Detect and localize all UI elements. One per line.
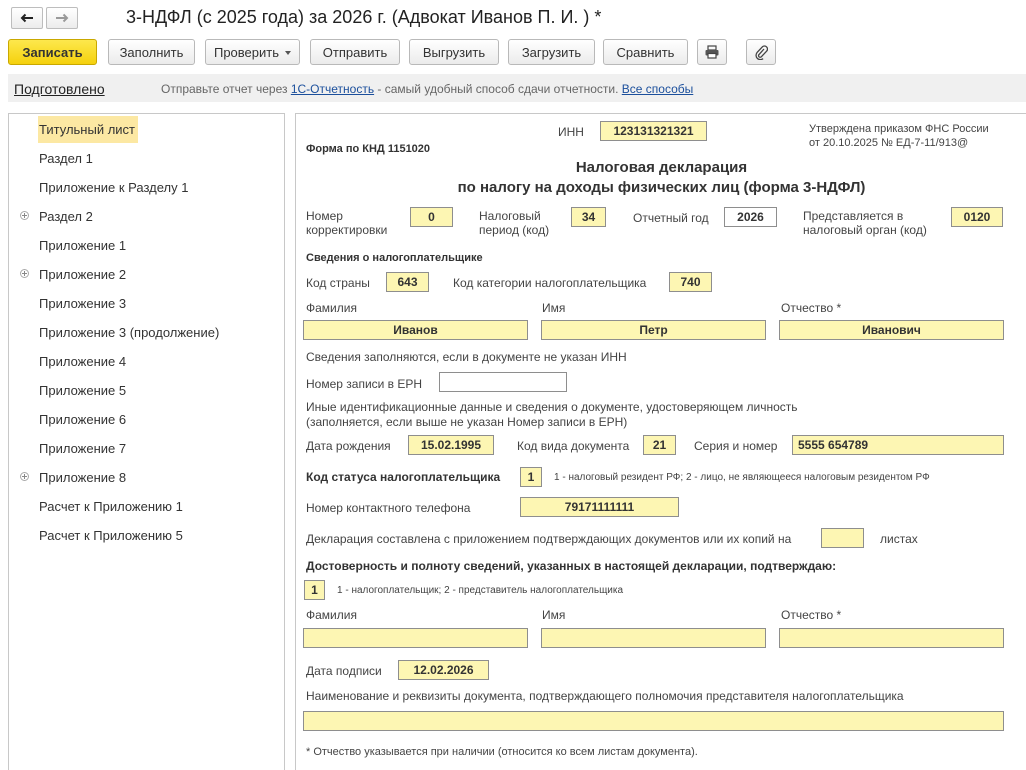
- sidebar-item[interactable]: Приложение 6: [39, 412, 127, 427]
- printer-icon: [704, 45, 720, 59]
- authority-label-1: Представляется в: [803, 209, 904, 223]
- forward-button[interactable]: [46, 7, 78, 29]
- rep-patronymic-label: Отчество *: [781, 608, 842, 622]
- knd-label: Форма по КНД 1151020: [306, 143, 431, 155]
- authority-doc-field[interactable]: [303, 711, 1004, 731]
- print-button[interactable]: [697, 39, 727, 65]
- correction-label-1: Номер: [306, 209, 343, 223]
- export-button[interactable]: Выгрузить: [409, 39, 499, 65]
- fill-button[interactable]: Заполнить: [108, 39, 195, 65]
- sidebar-item[interactable]: Раздел 1: [39, 151, 93, 166]
- ern-label: Номер записи в ЕРН: [306, 377, 423, 391]
- attach-button[interactable]: [746, 39, 776, 65]
- sidebar-item[interactable]: Титульный лист: [38, 116, 138, 143]
- surname-label: Фамилия: [306, 301, 357, 315]
- sidebar-item[interactable]: Раздел 2: [39, 209, 93, 224]
- correction-label-2: корректировки: [306, 223, 388, 237]
- correction-field[interactable]: 0: [410, 207, 453, 227]
- birth-label: Дата рождения: [306, 439, 391, 453]
- back-button[interactable]: [11, 7, 43, 29]
- phone-field[interactable]: 79171111111: [520, 497, 679, 517]
- rep-surname-label: Фамилия: [306, 608, 357, 622]
- sign-date-label: Дата подписи: [306, 664, 382, 678]
- save-button[interactable]: Записать: [8, 39, 97, 65]
- birth-field[interactable]: 15.02.1995: [408, 435, 494, 455]
- sidebar-item[interactable]: Приложение 4: [39, 354, 127, 369]
- year-field[interactable]: 2026: [724, 207, 777, 227]
- sidebar-item[interactable]: Приложение 3 (продолжение): [39, 325, 220, 340]
- send-button[interactable]: Отправить: [310, 39, 400, 65]
- approved-line-2: от 20.10.2025 № ЕД-7-11/913@: [809, 137, 969, 149]
- inn-label: ИНН: [558, 125, 584, 139]
- rep-surname-field[interactable]: [303, 628, 528, 648]
- sign-date-field[interactable]: 12.02.2026: [398, 660, 489, 680]
- expand-icon[interactable]: [20, 269, 29, 278]
- pages-label: Декларация составлена с приложением подтверждающих документов или их копий на: [306, 532, 792, 546]
- year-label: Отчетный год: [633, 211, 709, 225]
- window-title: 3-НДФЛ (с 2025 года) за 2026 г. (Адвокат Иванов П. И. ) *: [126, 7, 602, 27]
- sections-sidebar: [8, 113, 285, 770]
- sidebar-item[interactable]: Расчет к Приложению 5: [39, 528, 183, 543]
- approved-line-1: Утверждена приказом ФНС России: [809, 123, 989, 135]
- patronymic-label: Отчество *: [781, 301, 842, 315]
- category-field[interactable]: 740: [669, 272, 712, 292]
- check-button-label: Проверить: [213, 44, 279, 60]
- authority-field[interactable]: 0120: [951, 207, 1003, 227]
- all-methods-link[interactable]: Все способы: [621, 82, 694, 96]
- signer-hint: 1 - налогоплательщик; 2 - представитель налогоплательщика: [337, 585, 624, 596]
- country-field[interactable]: 643: [386, 272, 429, 292]
- patronymic-field[interactable]: Иванович: [779, 320, 1004, 340]
- rep-name-field[interactable]: [541, 628, 766, 648]
- signer-field[interactable]: 1: [304, 580, 325, 600]
- rep-name-label: Имя: [542, 608, 566, 622]
- confirm-section-title: Достоверность и полноту сведений, указанных в настоящей декларации, подтверждаю:: [306, 559, 837, 573]
- compare-button[interactable]: Сравнить: [603, 39, 688, 65]
- info-text-before: Отправьте отчет через: [161, 82, 291, 96]
- rep-patronymic-field[interactable]: [779, 628, 1004, 648]
- expand-icon[interactable]: [20, 472, 29, 481]
- inn-field[interactable]: 123131321321: [600, 121, 707, 141]
- info-message: [161, 82, 693, 96]
- surname-field[interactable]: Иванов: [303, 320, 528, 340]
- doc-code-label: Код вида документа: [517, 439, 630, 453]
- authority-label-2: налоговый орган (код): [803, 223, 927, 237]
- info-text-after: - самый удобный способ сдачи отчетности.: [374, 82, 622, 96]
- sidebar-item[interactable]: Приложение 3: [39, 296, 127, 311]
- ern-field[interactable]: [439, 372, 567, 392]
- period-field[interactable]: 34: [571, 207, 606, 227]
- sidebar-item[interactable]: Расчет к Приложению 1: [39, 499, 183, 514]
- doc-code-field[interactable]: 21: [643, 435, 676, 455]
- sidebar-item[interactable]: Приложение 8: [39, 470, 127, 485]
- category-label: Код категории налогоплательщика: [453, 276, 647, 290]
- other-id-line-2: (заполняется, если выше не указан Номер записи в ЕРН): [306, 415, 628, 429]
- sidebar-item[interactable]: Приложение к Разделу 1: [39, 180, 189, 195]
- series-label: Серия и номер: [694, 439, 778, 453]
- service-link[interactable]: 1С-Отчетность: [290, 82, 375, 96]
- name-field[interactable]: Петр: [541, 320, 766, 340]
- status-label: Код статуса налогоплательщика: [306, 470, 501, 484]
- sidebar-item[interactable]: Приложение 5: [39, 383, 127, 398]
- arrow-left-icon: [20, 13, 34, 23]
- chevron-down-icon: [285, 51, 291, 55]
- sidebar-item[interactable]: Приложение 2: [39, 267, 127, 282]
- status-hint: 1 - налоговый резидент РФ; 2 - лицо, не являющееся налоговым резидентом РФ: [554, 472, 930, 483]
- sidebar-item[interactable]: Приложение 7: [39, 441, 127, 456]
- status-link[interactable]: Подготовлено: [14, 81, 105, 97]
- status-field[interactable]: 1: [520, 467, 542, 487]
- arrow-right-icon: [55, 13, 69, 23]
- period-label-2: период (код): [479, 223, 550, 237]
- check-button[interactable]: [205, 39, 300, 65]
- series-field[interactable]: 5555 654789: [792, 435, 1004, 455]
- sidebar-item[interactable]: Приложение 1: [39, 238, 127, 253]
- pages-suffix: листах: [880, 532, 918, 546]
- form-title-line-2: по налогу на доходы физических лиц (форма 3-НДФЛ): [457, 179, 866, 196]
- authority-doc-label: Наименование и реквизиты документа, подтверждающего полномочия представителя налогоплательщика: [306, 689, 904, 703]
- import-button[interactable]: Загрузить: [508, 39, 595, 65]
- name-label: Имя: [542, 301, 566, 315]
- paperclip-icon: [754, 44, 768, 60]
- form-title-line-1: Налоговая декларация: [575, 159, 748, 176]
- phone-label: Номер контактного телефона: [306, 501, 471, 515]
- taxpayer-section-title: Сведения о налогоплательщике: [306, 252, 483, 264]
- other-id-line-1: Иные идентификационные данные и сведения о документе, удостоверяющем личность: [306, 400, 798, 414]
- info-bar: [8, 74, 1026, 102]
- country-label: Код страны: [306, 276, 370, 290]
- no-inn-note: Сведения заполняются, если в документе не указан ИНН: [306, 350, 627, 364]
- title-page-form: [295, 113, 1026, 770]
- pages-field[interactable]: [821, 528, 864, 548]
- expand-icon[interactable]: [20, 211, 29, 220]
- period-label-1: Налоговый: [479, 209, 541, 223]
- footnote: * Отчество указывается при наличии (относится ко всем листам документа).: [306, 746, 698, 758]
